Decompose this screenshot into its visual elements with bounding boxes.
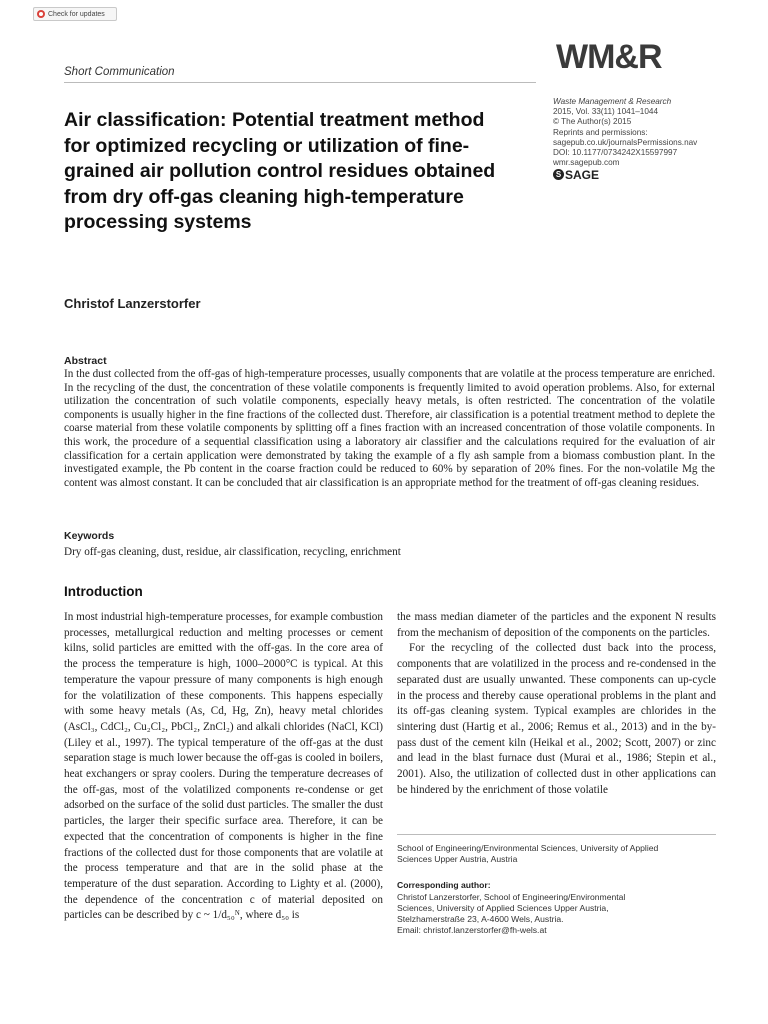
keywords-heading: Keywords [64,530,115,542]
affiliation-line: Sciences Upper Austria, Austria [397,854,518,864]
introduction-paragraph-1: In most industrial high-temperature processes, for example combustion processes, metallurgical reduction and melting processes or cement kilns, solid particles are emitted with the off-gas. In the core area of the process the temperature is high, 1000–2000°C is typical. At this temperature the vapour pressure of many components is high enough for the volatilization of these components. This happens especially with some heavy metals (As, Cd, Hg, Zn), heavy metal chlorides (AsCl₃, CdCl₂, Cu₂Cl₂, PbCl₂, ZnCl₂) and alkali chlorides (NaCl, KCl) (Liley et al., 1997). The typical temperature of the off-gas at the dust separation stage is much lower because the off-gas is cooled in boilers, heat exchangers or spray coolers. During the temperature decreases of the off-gas, most of the volatilized components re-condense or get adsorbed on the surface of the solid dust particles. The smaller the dust particles, the larger their specific surface area. Therefore, it can be expected that the concentration of components is higher in the fine fractions of the collected dust for those components that are volatile at the process temperature and that are in the solid phase at the temperature of the dust separation. According to Lighty et al. (2000), the dependence of the concentration c of material deposited on particles can be described by c ~ 1/d₅₀ᴺ, where d₅₀ is [64,611,383,922]
body-column-left [64,610,383,924]
journal-logo: WM&R [556,38,662,76]
affiliation [397,843,719,865]
affiliation-line: School of Engineering/Environmental Sciences, University of Applied [397,843,659,853]
journal-volume: 2015, Vol. 33(11) 1041–1044 [553,107,659,117]
check-for-updates-badge[interactable] [33,7,117,21]
introduction-paragraph-1-continued: the mass median diameter of the particles and the exponent N results from the mechanism of deposition of the components on the particles. [397,611,716,639]
publisher-logo [553,169,743,180]
corresponding-author-details [397,892,719,936]
sage-icon: S [553,169,564,180]
header-divider [64,82,536,83]
article-type: Short Communication [64,66,175,78]
corresponding-author-email[interactable]: Email: christof.lanzerstorfer@fh-wels.at [397,925,547,935]
article-title: Air classification: Potential treatment method for optimized recycling or utilization of fine-grained air pollution control residues obtained from dry off-gas cleaning high-temperature processing systems [64,109,496,233]
copyright-line: © The Author(s) 2015 [553,117,632,127]
corresponding-author-line: Stelzhamerstraße 23, A-4600 Wels, Austria. [397,914,564,924]
update-icon [37,10,45,18]
author-name: Christof Lanzerstorfer [64,296,201,311]
journal-name: Waste Management & Research [553,97,672,106]
corresponding-author-heading: Corresponding author: [397,880,491,890]
doi-link[interactable]: DOI: 10.1177/0734242X15597997 [553,148,678,158]
abstract-heading: Abstract [64,355,107,367]
affiliation-divider [397,834,716,835]
journal-metadata [553,97,743,180]
body-column-right [397,610,716,798]
check-for-updates-label: Check for updates [48,10,105,18]
abstract-text: In the dust collected from the off-gas of high-temperature processes, usually components that are volatile at the process temperature are enriched. In the recycling of the dust, the concentration of these volatile components is frequently limited to avoid operation problems. Also, for external utilization the concentration of such volatile components, especially heavy metals, is often restricted. The concentration of the volatile components is usually higher in the fine fractions of the collected dust. Therefore, air classification is a potential treatment method to deplete the coarse material from these volatile components by splitting off a fines fraction with an increased concentration of those volatile components. In this work, the procedure of a sequential classification using a laboratory air classifier and the calculations required for the evaluation of air classification for a certain application were demonstrated by taking the example of a fly ash sample from a biomass combustion plant. In the investigated example, the Pb content in the coarse fraction could be reduced to 60% by separation of 20% fines. For the non-volatile Mg the content was almost constant. It can be concluded that air classification is an appropriate method for the treatment of off-gas cleaning residues. [64,368,715,489]
corresponding-author-line: Sciences, University of Applied Sciences Upper Austria, [397,903,609,913]
introduction-paragraph-2: For the recycling of the collected dust back into the process, components that are volatilized in the process and re-condensed in the separated dust are usually unwanted. These components can up-cycle in the process and thereby cause operational problems in the plant and its off-gas cleaning system. Typical examples are chlorides in the sintering dust (Hartig et al., 2006; Remus et al., 2013) and in the by-pass dust of the cement kiln (Heikal et al., 2002; Scott, 2007) or zinc and lead in the blast furnace dust (Murai et al., 1986; Stepin et al., 2001). Also, the utilization of collected dust in other applications can be hindered by the enrichment of those volatile [397,642,716,796]
journal-website-link[interactable]: wmr.sagepub.com [553,158,620,168]
publisher-name: SAGE [565,167,600,182]
corresponding-author-line: Christof Lanzerstorfer, School of Engineering/Environmental [397,892,626,902]
permissions-link[interactable]: sagepub.co.uk/journalsPermissions.nav [553,137,698,147]
introduction-heading: Introduction [64,584,143,599]
keywords-text: Dry off-gas cleaning, dust, residue, air classification, recycling, enrichment [64,546,401,558]
reprints-line: Reprints and permissions: [553,127,648,137]
